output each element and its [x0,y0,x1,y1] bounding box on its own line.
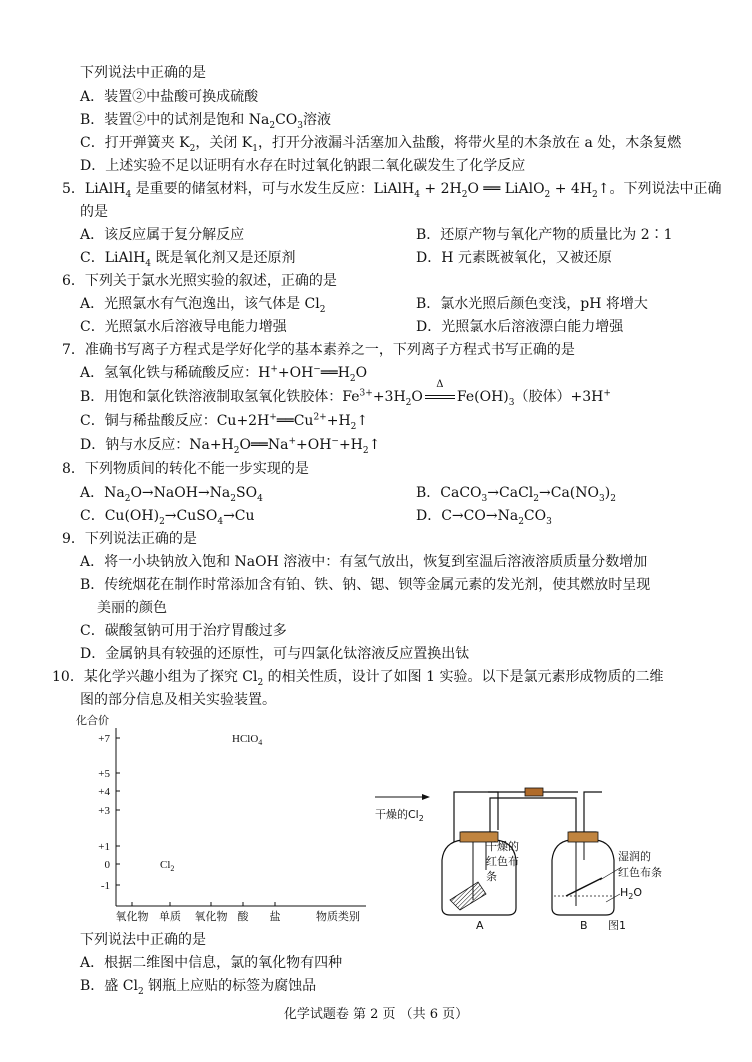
chart-point-Cl2: $Cl_2$ [160,859,175,873]
q9-stem: 9．下列说法正确的是 [62,531,197,547]
chart-point-HClO4: HClO$_4$ [232,733,263,747]
q5-option-b: B．还原产物与氧化产物的质量比为 2∶1 [416,227,673,243]
q7-option-b: B．用饱和氯化铁溶液制取氢氧化铁胶体：$Fe^{3+}+3H_2O$ Δ $Fe(OH)_3$（胶体）+3H+ [80,387,611,407]
q6-option-b: B．氯水光照后颜色变浅，pH 将增大 [416,296,648,312]
q5-stem-cont: 的是 [80,204,108,220]
bottle-b [552,832,614,915]
cloth-a-label-2: 红色布 [486,855,519,868]
figure-caption: 图1 [608,919,626,930]
y-tick-label: +4 [98,786,110,798]
q10-stem-cont: 图的部分信息及相关实验装置。 [80,692,276,708]
q10-stem: 10．某化学兴趣小组为了探究 $Cl_2$ 的相关性质，设计了如图 1 实验。以下是氯元素形成物质的二维 [52,669,664,688]
q10-option-a: A．根据二维图中信息，氯的氧化物有四种 [80,955,343,971]
stopper-b [568,832,598,842]
q8-stem: 8．下列物质间的转化不能一步实现的是 [62,461,309,477]
chart-ylabel: 化合价 [76,715,109,727]
q4-option-a: A．装置②中盐酸可换成硫酸 [80,89,259,105]
q7-option-d: D．钠与水反应：$Na+H_2O══Na^++OH^-+H_2↑$ [80,436,381,456]
q8-option-b: B．$CaCO_3\to CaCl_2\to Ca(NO_3)_2$ [416,485,616,504]
q6-option-d: D．光照氯水后溶液漂白能力增强 [416,319,624,335]
x-category-label: 酸 [237,911,249,923]
x-category-label: 单质 [159,911,181,923]
tube-connector [525,788,543,796]
q7-option-a: A．氢氧化铁与稀硫酸反应：$H^++OH^-══H_2O$ [80,364,368,384]
q5-option-a: A．该反应属于复分解反应 [80,227,245,243]
connecting-tube [490,798,576,846]
q8-option-d: D．$C\to CO\to Na_2CO_3$ [416,508,552,527]
gas-label: 干燥的$Cl_2$ [375,808,424,823]
y-tick-label: +7 [98,733,110,745]
x-category-label: 氧化物 [194,911,228,923]
q4-option-b: B．装置②中的试剂是饱和 $Na_2CO_3$溶液 [80,112,332,131]
page-footer: 化学试题卷 第 2 页 （共 6 页） [283,1007,469,1022]
y-tick-label: 0 [104,859,110,871]
q6-option-a: A．光照氯水有气泡逸出，该气体是 $Cl_2$ [80,296,326,315]
q5-option-c: C．LiAlH$_4$ 既是氧化剂又是还原剂 [80,250,296,269]
figure1-apparatus [370,770,700,930]
heating-delta: Δ [436,379,444,390]
x-category-label: 氧化物 [115,911,149,923]
bottle-a-label: A [476,919,484,930]
cloth-b-label-1: 湿润的 [618,850,651,863]
q10-option-b: B．盛 $Cl_2$ 钢瓶上应贴的标签为腐蚀品 [80,978,317,997]
y-tick-label: +5 [98,768,110,780]
y-tick-label: -1 [100,880,110,892]
q4-option-c: C．打开弹簧夹 $K_2$，关闭 $K_1$，打开分液漏斗活塞加入盐酸，将带火星的木条放在 a 处，木条复燃 [80,135,682,154]
y-tick-label: +1 [98,841,110,853]
q9-option-d: D．金属钠具有较强的还原性，可与四氯化钛溶液反应置换出钛 [80,646,470,662]
q4-option-d: D．上述实验不足以证明有水存在时过氧化钠跟二氧化碳发生了化学反应 [80,158,526,174]
q9-option-b-cont: 美丽的颜色 [97,600,167,616]
q7-option-c: C．铜与稀盐酸反应：$Cu+2H^+══Cu^{2+}+H_2↑$ [80,412,369,432]
valence-class-chart [70,710,370,928]
q8-option-a: A．$Na_2O\to NaOH\to Na_2SO_4$ [80,485,263,504]
q7-stem: 7．准确书写离子方程式是学好化学的基本素养之一，下列离子方程式书写正确的是 [62,342,575,358]
y-tick-label: +3 [98,805,110,817]
chart-xlabel: 物质类别 [316,911,360,923]
q9-option-b: B．传统烟花在制作时常添加含有铂、铁、钠、锶、钡等金属元素的发光剂，使其燃放时呈现 [80,577,651,593]
q8-option-c: C．$Cu(OH)_2\to CuSO_4\to Cu$ [80,508,255,527]
q5-option-d: D．H 元素既被氧化，又被还原 [416,250,612,266]
arrow-head-icon [422,794,430,800]
cloth-a-label-3: 条 [486,870,497,883]
cloth-a-label-1: 干燥的 [486,840,519,853]
cloth-b-label-2: 红色布条 [618,866,662,879]
bottle-b-label: B [580,919,588,930]
q5-stem: 5．LiAlH$_4$ 是重要的储氢材料，可与水发生反应：LiAlH$_4$ + $2H_2O$ ══ LiAlO$_2$ + $4H_2↑$。下列说法中正确 [62,181,722,200]
q4-stem: 下列说法中正确的是 [80,65,206,81]
q9-option-a: A．将一小块钠放入饱和 NaOH 溶液中：有氢气放出，恢复到室温后溶液溶质质量分数增加 [80,554,648,570]
q6-stem: 6．下列关于氯水光照实验的叙述，正确的是 [62,273,337,289]
x-category-label: 盐 [269,911,281,923]
water-label: $H_2O$ [620,886,643,901]
q10-sub-stem: 下列说法中正确的是 [80,932,206,948]
q9-option-c: C．碳酸氢钠可用于治疗胃酸过多 [80,623,287,639]
q6-option-c: C．光照氯水后溶液导电能力增强 [80,319,287,335]
